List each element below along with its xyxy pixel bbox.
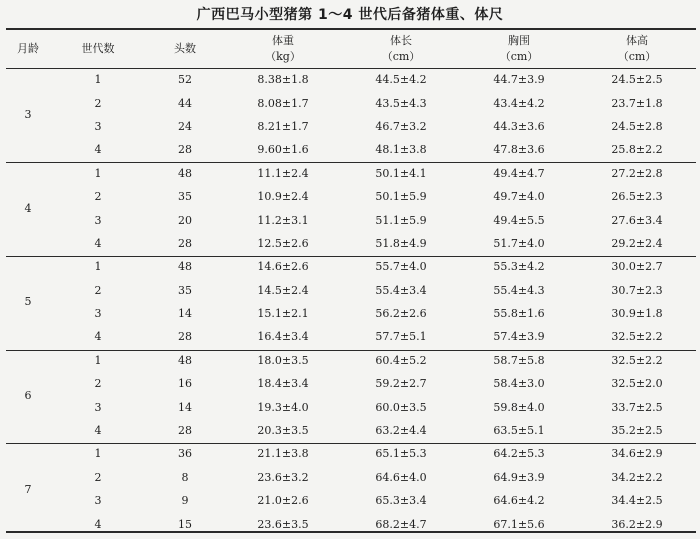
header-height-label: 体高 <box>626 34 648 47</box>
chest-cell: 49.4±5.5 <box>493 213 545 227</box>
chest-cell: 44.3±3.6 <box>493 119 545 133</box>
length-cell: 56.2±2.6 <box>375 307 427 321</box>
height-cell: 24.5±2.5 <box>611 73 663 87</box>
table-title: 广西巴马小型猪第 1～4 世代后备猪体重、体尺 <box>196 7 504 23</box>
weight-cell: 11.1±2.4 <box>257 166 309 180</box>
table-row <box>6 512 696 535</box>
generation-cell: 4 <box>94 517 102 531</box>
weight-cell: 18.4±3.4 <box>257 377 309 391</box>
table-row <box>6 208 696 231</box>
age-cell: 4 <box>24 201 32 215</box>
height-cell: 36.2±2.9 <box>611 517 663 531</box>
count-cell: 48 <box>178 353 192 367</box>
length-cell: 55.4±3.4 <box>375 283 427 297</box>
length-cell: 48.1±3.8 <box>375 143 427 157</box>
height-cell: 30.9±1.8 <box>611 307 663 321</box>
count-cell: 14 <box>178 307 192 321</box>
count-cell: 35 <box>178 283 192 297</box>
header-length-label: 体长 <box>390 34 412 47</box>
count-cell: 15 <box>178 517 192 531</box>
length-cell: 65.1±5.3 <box>375 447 427 461</box>
header-weight-label: 体重 <box>272 34 294 47</box>
count-cell: 28 <box>178 424 192 438</box>
table-row <box>6 349 696 372</box>
count-cell: 44 <box>178 96 192 110</box>
table-row <box>6 442 696 465</box>
chest-cell: 64.9±3.9 <box>493 470 545 484</box>
height-cell: 32.5±2.0 <box>611 377 663 391</box>
chest-cell: 58.4±3.0 <box>493 377 545 391</box>
generation-cell: 3 <box>94 400 102 414</box>
generation-cell: 4 <box>94 424 102 438</box>
chest-cell: 43.4±4.2 <box>493 96 545 110</box>
table-row <box>6 138 696 161</box>
header-height <box>578 30 696 68</box>
height-cell: 23.7±1.8 <box>611 96 663 110</box>
table-row <box>6 325 696 348</box>
age-cell: 3 <box>24 108 32 122</box>
generation-cell: 1 <box>94 353 102 367</box>
count-cell: 52 <box>178 73 192 87</box>
table-row <box>6 162 696 185</box>
generation-cell: 1 <box>94 260 102 274</box>
generation-cell: 2 <box>94 190 102 204</box>
height-cell: 27.2±2.8 <box>611 166 663 180</box>
weight-cell: 9.60±1.6 <box>257 143 309 157</box>
generation-cell: 2 <box>94 470 102 484</box>
weight-cell: 21.1±3.8 <box>257 447 309 461</box>
table-row <box>6 232 696 255</box>
height-cell: 34.6±2.9 <box>611 447 663 461</box>
header-chest <box>460 30 578 68</box>
table-row <box>6 185 696 208</box>
table-row <box>6 115 696 138</box>
header-count: 头数 <box>174 42 196 55</box>
weight-cell: 10.9±2.4 <box>257 190 309 204</box>
table-body <box>6 68 696 536</box>
generation-cell: 2 <box>94 283 102 297</box>
length-cell: 51.8±4.9 <box>375 236 427 250</box>
count-cell: 16 <box>178 377 192 391</box>
generation-cell: 3 <box>94 494 102 508</box>
length-cell: 60.4±5.2 <box>375 353 427 367</box>
table-row <box>6 395 696 418</box>
chest-cell: 55.8±1.6 <box>493 307 545 321</box>
table-row <box>6 419 696 442</box>
weight-cell: 8.08±1.7 <box>257 96 309 110</box>
chest-cell: 47.8±3.6 <box>493 143 545 157</box>
weight-cell: 14.5±2.4 <box>257 283 309 297</box>
weight-cell: 18.0±3.5 <box>257 353 309 367</box>
height-cell: 30.7±2.3 <box>611 283 663 297</box>
chest-cell: 58.7±5.8 <box>493 353 545 367</box>
generation-cell: 2 <box>94 96 102 110</box>
generation-cell: 1 <box>94 166 102 180</box>
count-cell: 8 <box>181 470 189 484</box>
length-cell: 59.2±2.7 <box>375 377 427 391</box>
age-cell: 7 <box>24 482 32 496</box>
count-cell: 20 <box>178 213 192 227</box>
chest-cell: 63.5±5.1 <box>493 424 545 438</box>
weight-cell: 16.4±3.4 <box>257 330 309 344</box>
height-cell: 34.4±2.5 <box>611 494 663 508</box>
generation-cell: 4 <box>94 330 102 344</box>
generation-cell: 3 <box>94 213 102 227</box>
length-cell: 60.0±3.5 <box>375 400 427 414</box>
weight-cell: 23.6±3.5 <box>257 517 309 531</box>
header-weight-unit: （kg） <box>265 50 301 63</box>
height-cell: 26.5±2.3 <box>611 190 663 204</box>
height-cell: 27.6±3.4 <box>611 213 663 227</box>
weight-cell: 21.0±2.6 <box>257 494 309 508</box>
chest-cell: 44.7±3.9 <box>493 73 545 87</box>
height-cell: 33.7±2.5 <box>611 400 663 414</box>
count-cell: 28 <box>178 143 192 157</box>
length-cell: 46.7±3.2 <box>375 119 427 133</box>
generation-cell: 2 <box>94 377 102 391</box>
header-age: 月龄 <box>17 42 39 55</box>
age-cell: 6 <box>24 388 32 402</box>
chest-cell: 64.6±4.2 <box>493 494 545 508</box>
count-cell: 28 <box>178 330 192 344</box>
generation-cell: 4 <box>94 236 102 250</box>
header-length-unit: （cm） <box>381 50 421 63</box>
height-cell: 29.2±2.4 <box>611 236 663 250</box>
table-row <box>6 372 696 395</box>
count-cell: 48 <box>178 166 192 180</box>
chest-cell: 55.3±4.2 <box>493 260 545 274</box>
weight-cell: 20.3±3.5 <box>257 424 309 438</box>
weight-cell: 15.1±2.1 <box>257 307 309 321</box>
length-cell: 50.1±4.1 <box>375 166 427 180</box>
weight-cell: 14.6±2.6 <box>257 260 309 274</box>
height-cell: 35.2±2.5 <box>611 424 663 438</box>
count-cell: 9 <box>181 494 189 508</box>
generation-cell: 1 <box>94 447 102 461</box>
header-chest-unit: （cm） <box>499 50 539 63</box>
chest-cell: 55.4±4.3 <box>493 283 545 297</box>
table-row <box>6 255 696 278</box>
length-cell: 68.2±4.7 <box>375 517 427 531</box>
length-cell: 57.7±5.1 <box>375 330 427 344</box>
header-weight <box>224 30 342 68</box>
length-cell: 50.1±5.9 <box>375 190 427 204</box>
table-header <box>6 30 696 68</box>
table-row <box>6 91 696 114</box>
count-cell: 48 <box>178 260 192 274</box>
count-cell: 24 <box>178 119 192 133</box>
height-cell: 32.5±2.2 <box>611 330 663 344</box>
table-row <box>6 466 696 489</box>
length-cell: 44.5±4.2 <box>375 73 427 87</box>
data-table <box>6 30 696 536</box>
generation-cell: 3 <box>94 119 102 133</box>
weight-cell: 23.6±3.2 <box>257 470 309 484</box>
generation-cell: 4 <box>94 143 102 157</box>
header-length <box>342 30 460 68</box>
count-cell: 14 <box>178 400 192 414</box>
height-cell: 30.0±2.7 <box>611 260 663 274</box>
chest-cell: 49.4±4.7 <box>493 166 545 180</box>
chest-cell: 67.1±5.6 <box>493 517 545 531</box>
weight-cell: 19.3±4.0 <box>257 400 309 414</box>
table-row <box>6 68 696 91</box>
table-row <box>6 302 696 325</box>
generation-cell: 1 <box>94 73 102 87</box>
height-cell: 25.8±2.2 <box>611 143 663 157</box>
chest-cell: 51.7±4.0 <box>493 236 545 250</box>
header-generation: 世代数 <box>81 42 115 55</box>
weight-cell: 12.5±2.6 <box>257 236 309 250</box>
table-row <box>6 489 696 512</box>
table-row <box>6 279 696 302</box>
chest-cell: 64.2±5.3 <box>493 447 545 461</box>
chest-cell: 59.8±4.0 <box>493 400 545 414</box>
length-cell: 63.2±4.4 <box>375 424 427 438</box>
header-chest-label: 胸围 <box>508 34 530 47</box>
weight-cell: 8.21±1.7 <box>257 119 309 133</box>
count-cell: 35 <box>178 190 192 204</box>
weight-cell: 8.38±1.8 <box>257 73 309 87</box>
height-cell: 24.5±2.8 <box>611 119 663 133</box>
length-cell: 64.6±4.0 <box>375 470 427 484</box>
length-cell: 55.7±4.0 <box>375 260 427 274</box>
header-height-unit: （cm） <box>617 50 657 63</box>
length-cell: 51.1±5.9 <box>375 213 427 227</box>
age-cell: 5 <box>24 295 32 309</box>
length-cell: 43.5±4.3 <box>375 96 427 110</box>
chest-cell: 57.4±3.9 <box>493 330 545 344</box>
height-cell: 34.2±2.2 <box>611 470 663 484</box>
count-cell: 28 <box>178 236 192 250</box>
count-cell: 36 <box>178 447 192 461</box>
weight-cell: 11.2±3.1 <box>257 213 309 227</box>
chest-cell: 49.7±4.0 <box>493 190 545 204</box>
height-cell: 32.5±2.2 <box>611 353 663 367</box>
generation-cell: 3 <box>94 307 102 321</box>
length-cell: 65.3±3.4 <box>375 494 427 508</box>
